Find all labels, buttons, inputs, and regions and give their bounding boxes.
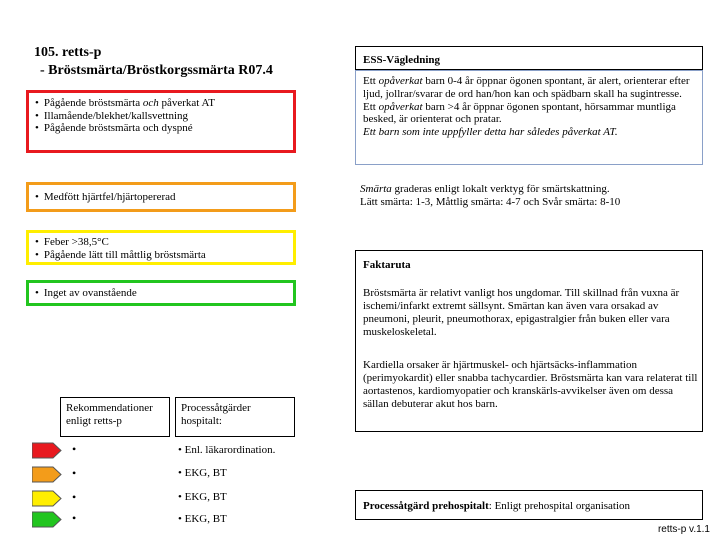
prehospital-action bbox=[355, 490, 703, 520]
ess-title: ESS-Vägledning bbox=[355, 46, 703, 70]
fact-box-paragraph-2: Kardiella orsaker är hjärtmuskel- och hjärtsäcks-inflammation (perimyokardit) eller snabba tachycardier. Bröstsmärta kan vara relaterat till aortastenos, kardiomyopatier och kranskärls-avvikelser även om dessa sällan debuterar akut hos barn. bbox=[363, 359, 698, 410]
triage-orange-box bbox=[26, 182, 296, 212]
version-label: retts-p v.1.1 bbox=[657, 524, 710, 535]
pain-scale-line-2: Lätt smärta: 1-3, Måttlig smärta: 4-7 och Svår smärta: 8-10 bbox=[360, 196, 621, 208]
prehospital-text: : Enligt prehospital organisation bbox=[488, 500, 631, 512]
triage-red-box bbox=[26, 90, 296, 153]
title-line-1: 105. retts-p bbox=[34, 45, 102, 60]
red-row-bullet: • bbox=[72, 442, 77, 456]
page-title bbox=[34, 44, 273, 80]
yellow-arrow-icon bbox=[32, 490, 62, 507]
fact-box-title: Faktaruta bbox=[363, 259, 411, 271]
hospital-actions-header: Processåtgärder hospitalt: bbox=[175, 397, 295, 437]
fact-box-paragraph-1: Bröstsmärta är relativt vanligt hos ungdomar. Till skillnad från vuxna är ischemi/infarkt extremt sällsynt. Smärtan kan även vara orsakad av pneumoni, pleurit, pneumothorax, epigastralgier från buken eller vara muskeloskeletal. bbox=[363, 287, 680, 338]
triage-yellow-box bbox=[26, 230, 296, 265]
orange-arrow-icon bbox=[32, 466, 62, 483]
triage-orange-item: • Medfött hjärtfel/hjärtopererad bbox=[35, 191, 287, 204]
yellow-row-bullet: • bbox=[72, 490, 77, 504]
title-line-2: - Bröstsmärta/Bröstkorgssmärta R07.4 bbox=[40, 63, 273, 78]
orange-row-action: • EKG, BT bbox=[178, 467, 227, 479]
recommendations-header: Rekommendationer enligt retts-p bbox=[60, 397, 170, 437]
green-arrow-icon bbox=[32, 511, 62, 528]
orange-row-bullet: • bbox=[72, 466, 77, 480]
fact-box bbox=[355, 250, 703, 432]
pain-scale-text bbox=[360, 183, 705, 209]
triage-yellow-item: • Feber >38,5°C bbox=[35, 236, 287, 249]
triage-green-box bbox=[26, 280, 296, 306]
red-row-action: • Enl. läkarordination. bbox=[178, 444, 275, 456]
triage-red-item: • Pågående bröstsmärta och dyspné bbox=[35, 122, 287, 135]
green-row-bullet: • bbox=[72, 511, 77, 525]
triage-red-item: • Illamående/blekhet/kallsvettning bbox=[35, 110, 287, 123]
triage-red-item: • Pågående bröstsmärta och påverkat AT bbox=[35, 97, 287, 110]
yellow-row-action: • EKG, BT bbox=[178, 491, 227, 503]
pain-scale-line-1: Smärta graderas enligt lokalt verktyg för smärtskattning. bbox=[360, 183, 610, 195]
ess-guidance-text: Ett opåverkat barn 0-4 år öppnar ögonen spontant, är alert, orienterar efter ljud, jollrar/svarar de ord han/hon kan och spädbarn skall ha sugintresse. Ett opåverkat barn >4 år öppnar ögonen spontant, hörsammar muntliga besked, är orienterat och pratar. Ett barn som inte uppfyller detta har således påverkat AT. bbox=[355, 70, 703, 165]
triage-yellow-item: • Pågående lätt till måttlig bröstsmärta bbox=[35, 249, 287, 262]
triage-green-item: • Inget av ovanstående bbox=[35, 287, 287, 300]
prehospital-label: Processåtgärd prehospitalt bbox=[363, 500, 489, 512]
green-row-action: • EKG, BT bbox=[178, 513, 227, 525]
red-arrow-icon bbox=[32, 442, 62, 459]
